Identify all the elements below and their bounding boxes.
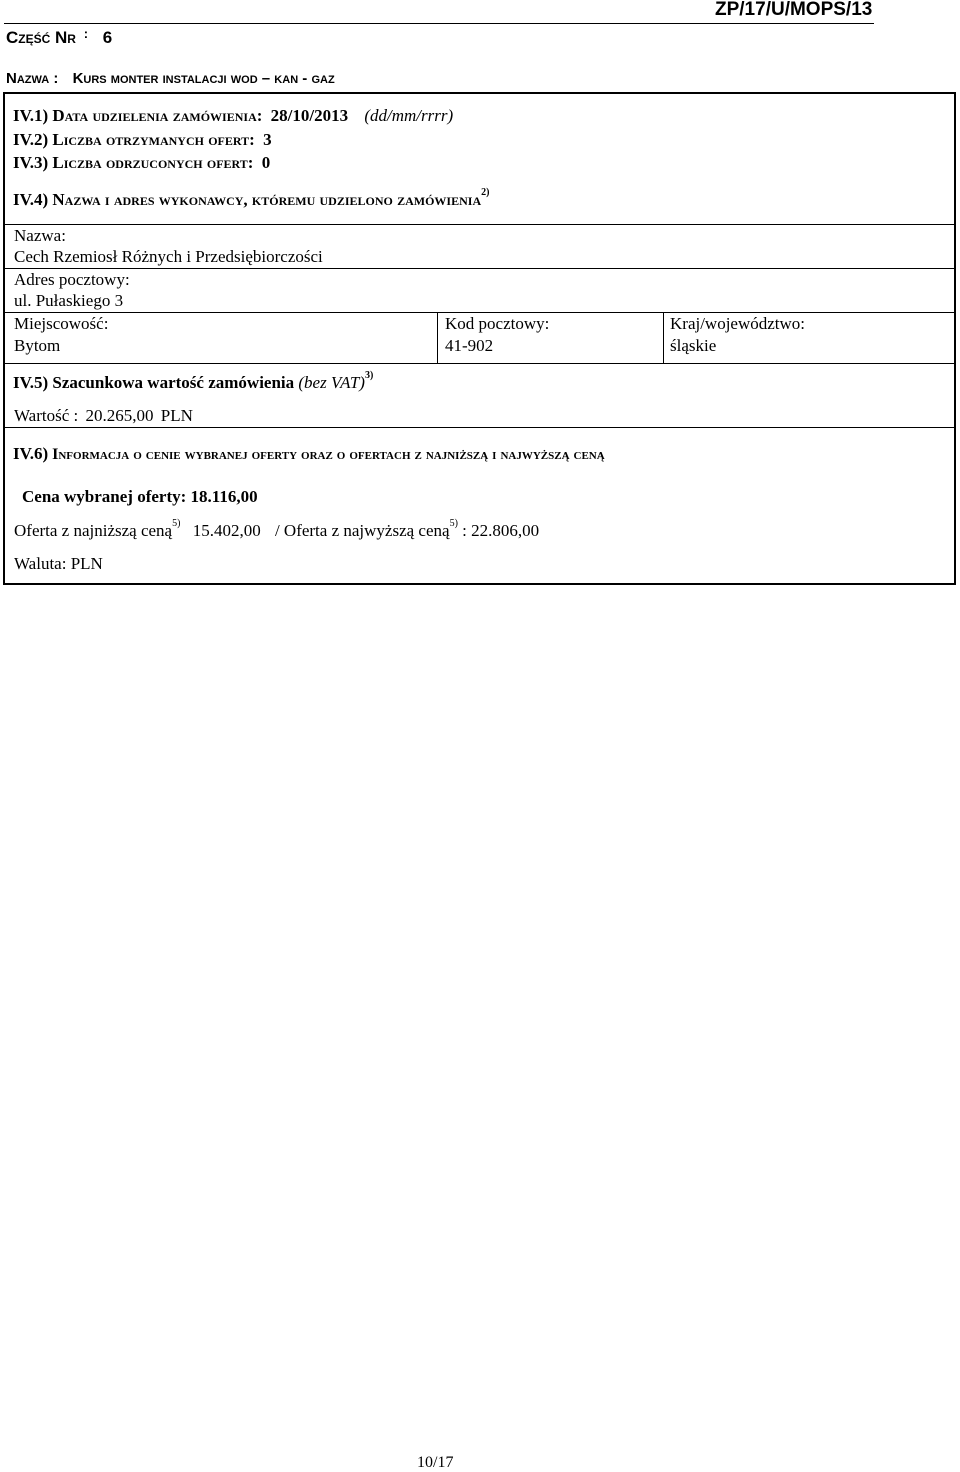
section-iv5-qualifier: (bez VAT) xyxy=(298,373,365,392)
estimated-value: 20.265,00 xyxy=(85,406,154,425)
selected-offer-line xyxy=(22,487,258,507)
section-iv5-number: IV.5) xyxy=(13,373,49,392)
highest-offer-separator: : xyxy=(462,521,467,540)
header-rule xyxy=(4,23,874,24)
address-row-divider xyxy=(5,312,954,313)
address-value: ul. Pułaskiego 3 xyxy=(14,291,124,310)
offers-rejected: 0 xyxy=(261,153,271,172)
estimated-value-line xyxy=(14,406,193,426)
selected-offer-label: Cena wybranej oferty: xyxy=(22,487,187,506)
section-iv2-label: Liczba otrzymanych ofert: xyxy=(52,130,255,149)
currency-value: PLN xyxy=(70,554,103,573)
section-iv5-label: Szacunkowa wartość zamówienia xyxy=(52,373,295,392)
part-colon: : xyxy=(83,26,89,41)
name-row-divider xyxy=(5,268,954,269)
section-iv6-title xyxy=(13,444,605,464)
section-iv3-label: Liczba odrzuconych ofert: xyxy=(52,153,254,172)
postal-region-divider xyxy=(663,312,664,363)
currency-label: Waluta: xyxy=(14,554,67,573)
city-label: Miejscowość: xyxy=(14,314,109,333)
lowest-offer-label: Oferta z najniższą ceną xyxy=(14,521,173,540)
region-label: Kraj/województwo: xyxy=(670,314,806,333)
section-iv6-number: IV.6) xyxy=(13,444,49,463)
section-iv2-number: IV.2) xyxy=(13,130,49,149)
date-format: (dd/mm/rrrr) xyxy=(364,106,454,125)
contractor-table xyxy=(5,224,954,364)
estimated-value-label: Wartość : xyxy=(14,406,79,425)
contractor-name: Cech Rzemiosł Różnych i Przedsiębiorczości xyxy=(14,247,323,266)
selected-offer-price: 18.116,00 xyxy=(190,487,258,506)
section-iv5-title xyxy=(13,370,374,393)
postal-label: Kod pocztowy: xyxy=(445,314,550,333)
page-number: 10/17 xyxy=(417,1454,454,1471)
price-range-line xyxy=(14,518,540,541)
address-label: Adres pocztowy: xyxy=(14,270,130,289)
section-iv6-label: Informacja o cenie wybranej oferty oraz o ofertach z najniższą i najwyższą ceną xyxy=(52,446,605,463)
lowest-offer-footnote: 5) xyxy=(172,518,181,529)
part-name-line xyxy=(6,70,335,87)
offers-received: 3 xyxy=(263,130,272,149)
city-value: Bytom xyxy=(14,336,61,355)
iv5-divider xyxy=(5,427,954,428)
section-iv3-number: IV.3) xyxy=(13,153,49,172)
contractor-name-label: Nazwa: xyxy=(14,226,66,245)
name-label: Nazwa : xyxy=(6,70,59,87)
section-iv1-label: Data udzielenia zamówienia: xyxy=(52,106,263,125)
part-number: 6 xyxy=(102,28,113,47)
section-iv5-footnote: 3) xyxy=(364,370,374,381)
section-iv4-title xyxy=(13,187,490,210)
highest-offer-label: / Oferta z najwyższą ceną xyxy=(274,521,450,540)
document-reference: ZP/17/U/MOPS/13 xyxy=(715,0,873,20)
highest-offer-price: 22.806,00 xyxy=(471,521,540,540)
postal-value: 41-902 xyxy=(445,336,494,355)
section-iv4-label: Nazwa i adres wykonawcy, któremu udzielono zamówienia xyxy=(52,190,482,209)
contractor-frame xyxy=(3,92,956,585)
city-postal-divider xyxy=(437,312,438,363)
part-label: Część Nr xyxy=(6,28,76,47)
section-iv1-number: IV.1) xyxy=(13,106,49,125)
region-value: śląskie xyxy=(670,336,717,355)
name-value: Kurs monter instalacji wod – kan - gaz xyxy=(72,70,335,87)
estimated-value-currency: PLN xyxy=(160,406,193,425)
lowest-offer-price: 15.402,00 xyxy=(192,521,261,540)
highest-offer-footnote: 5) xyxy=(449,518,458,529)
part-number-line xyxy=(6,28,112,48)
section-iv4-footnote: 2) xyxy=(481,187,490,198)
award-date: 28/10/2013 xyxy=(270,106,349,125)
currency-line xyxy=(14,554,103,574)
section-iv4-number: IV.4) xyxy=(13,190,49,209)
